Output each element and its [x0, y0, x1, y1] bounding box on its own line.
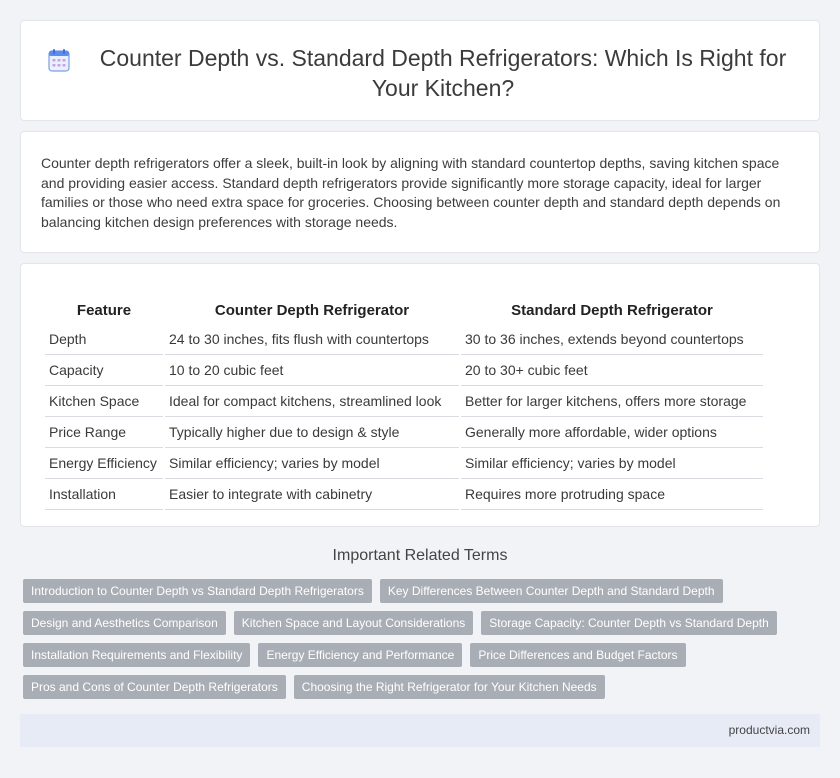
table-cell: Better for larger kitchens, offers more storage [461, 386, 763, 417]
table-header-row [45, 292, 763, 324]
footer-site-link[interactable]: productvia.com [728, 723, 810, 737]
table-cell: 20 to 30+ cubic feet [461, 355, 763, 386]
footer [20, 714, 820, 747]
table-cell: Installation [45, 479, 163, 510]
related-term-tag[interactable]: Price Differences and Budget Factors [470, 643, 685, 667]
title-card [20, 20, 820, 121]
table-cell: 30 to 36 inches, extends beyond countertops [461, 324, 763, 355]
related-term-tag[interactable]: Energy Efficiency and Performance [258, 643, 462, 667]
related-term-tag[interactable]: Choosing the Right Refrigerator for Your Kitchen Needs [294, 675, 605, 699]
related-terms-title: Important Related Terms [332, 547, 508, 564]
related-term-tag[interactable]: Pros and Cons of Counter Depth Refrigerators [23, 675, 286, 699]
summary-card [20, 131, 820, 253]
table-row [45, 448, 763, 479]
table-cell: Capacity [45, 355, 163, 386]
related-term-tag[interactable]: Installation Requirements and Flexibility [23, 643, 250, 667]
column-header: Feature [76, 301, 132, 319]
table-cell: Requires more protruding space [461, 479, 763, 510]
column-header: Standard Depth Refrigerator [511, 301, 713, 319]
table-cell: Generally more affordable, wider options [461, 417, 763, 448]
table-row [45, 355, 763, 386]
table-cell: 24 to 30 inches, fits flush with countertops [165, 324, 459, 355]
related-term-tag[interactable]: Kitchen Space and Layout Considerations [234, 611, 473, 635]
table-row [45, 386, 763, 417]
table-cell: Similar efficiency; varies by model [165, 448, 459, 479]
table-cell: Typically higher due to design & style [165, 417, 459, 448]
calendar-icon [48, 48, 70, 72]
related-terms-list [23, 579, 803, 699]
table-cell: Energy Efficiency [45, 448, 163, 479]
related-term-tag[interactable]: Storage Capacity: Counter Depth vs Standard Depth [481, 611, 777, 635]
table-cell: Kitchen Space [45, 386, 163, 417]
table-cell: Easier to integrate with cabinetry [165, 479, 459, 510]
comparison-table [43, 292, 765, 510]
comparison-card [20, 263, 820, 527]
table-row [45, 324, 763, 355]
table-row [45, 479, 763, 510]
table-cell: Ideal for compact kitchens, streamlined look [165, 386, 459, 417]
table-cell: Similar efficiency; varies by model [461, 448, 763, 479]
related-term-tag[interactable]: Design and Aesthetics Comparison [23, 611, 226, 635]
table-row [45, 417, 763, 448]
related-term-tag[interactable]: Introduction to Counter Depth vs Standard Depth Refrigerators [23, 579, 372, 603]
summary-text: Counter depth refrigerators offer a sleek, built-in look by aligning with standard countertop depths, saving kitchen space and providing easier access. Standard depth refrigerators provide significantly more storage capacity, ideal for larger families or those who need extra space for groceries. Choosing between counter depth and standard depth depends on balancing kitchen design preferences with storage needs. [41, 155, 781, 230]
column-header: Counter Depth Refrigerator [214, 301, 410, 319]
table-cell: Price Range [45, 417, 163, 448]
page-title: Counter Depth vs. Standard Depth Refrigerators: Which Is Right for Your Kitchen? [99, 45, 787, 101]
table-cell: 10 to 20 cubic feet [165, 355, 459, 386]
related-term-tag[interactable]: Key Differences Between Counter Depth and Standard Depth [380, 579, 723, 603]
table-cell: Depth [45, 324, 163, 355]
